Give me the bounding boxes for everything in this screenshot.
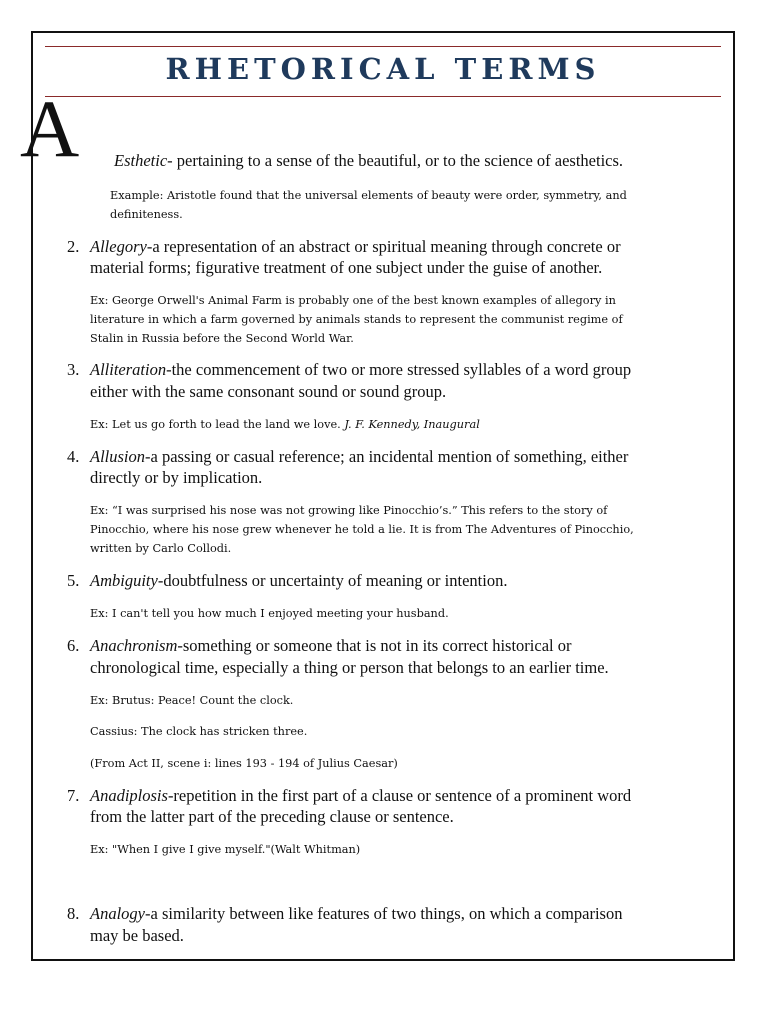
entry-6-number: 6. (67, 636, 80, 655)
entry-2-example-line-2: literature in which a farm governed by animals stands to represent the communist regime of (90, 313, 623, 326)
entry-1-example-line-2: definiteness. (110, 208, 183, 221)
entry-6-def-line-2: chronological time, especially a thing or person that belongs to an earlier time. (90, 658, 609, 677)
page-title: RHETORICAL TERMS (165, 52, 601, 86)
entry-2-example-line-1: Ex: George Orwell's Animal Farm is probably one of the best known examples of allegory in (90, 294, 616, 307)
entry-7-def-line-1: -repetition in the first part of a clause or sentence of a prominent word (167, 786, 632, 805)
entry-1-definition (114, 150, 623, 172)
entry-3-example-line-1 (90, 415, 480, 434)
entry-3-example-cite: J. F. Kennedy, Inaugural (344, 418, 480, 431)
entry-2-definition (90, 236, 621, 258)
entry-8-def-line-1: -a similarity between like features of two things, on which a comparison (145, 904, 623, 923)
entry-6-def-line-1: -something or someone that is not in its correct historical or (177, 636, 572, 655)
entry-4-example-line-1: Ex: “I was surprised his nose was not growing like Pinocchio’s.” This refers to the story of (90, 504, 608, 517)
entry-6-example-line-1: Ex: Brutus: Peace! Count the clock. (90, 694, 294, 707)
drop-cap: A (20, 83, 80, 174)
entry-2-def-line-1: -a representation of an abstract or spiritual meaning through concrete or (146, 237, 621, 256)
entry-7-definition (90, 785, 631, 807)
entry-2-def-line-2: material forms; figurative treatment of one subject under the guise of another. (90, 258, 603, 277)
entry-3-term: Alliteration (90, 360, 167, 379)
entry-4-definition (90, 446, 628, 468)
title-bottom-rule (45, 96, 721, 97)
entry-8-def-line-2: may be based. (90, 926, 184, 945)
entry-8-definition (90, 903, 622, 925)
entry-3-number: 3. (67, 360, 80, 379)
entry-6-definition (90, 635, 571, 657)
entry-6-example-line-3: (From Act II, scene i: lines 193 - 194 of Julius Caesar) (90, 757, 398, 770)
entry-1-example-line-1: Example: Aristotle found that the universal elements of beauty were order, symmetry, and (110, 189, 627, 202)
entry-6-term: Anachronism (90, 636, 178, 655)
entry-5-definition (90, 570, 507, 592)
entry-3-def-line-1: -the commencement of two or more stressed syllables of a word group (166, 360, 632, 379)
entry-4-def-line-2: directly or by implication. (90, 468, 263, 487)
entry-2-example-line-3: Stalin in Russia before the Second World War. (90, 332, 354, 345)
title-top-rule (45, 46, 721, 47)
entry-5-example-line-1: Ex: I can't tell you how much I enjoyed meeting your husband. (90, 607, 449, 620)
entry-6-example-line-2: Cassius: The clock has stricken three. (90, 725, 308, 738)
entry-4-number: 4. (67, 447, 80, 466)
entry-5-number: 5. (67, 571, 80, 590)
entry-3-definition (90, 359, 631, 381)
entry-7-term: Anadiplosis (90, 786, 168, 805)
entry-4-example-line-2: Pinocchio, where his nose grew whenever he told a lie. It is from The Adventures of Pinocchio, (90, 523, 634, 536)
entry-4-example-line-3: written by Carlo Collodi. (90, 542, 232, 555)
entry-1-def-line-1: pertaining to a sense of the beautiful, or to the science of aesthetics. (172, 151, 624, 170)
entry-1-term: Esthetic- (114, 151, 173, 170)
entry-2-number: 2. (67, 237, 80, 256)
entry-3-example-text: Ex: Let us go forth to lead the land we love. (90, 418, 345, 431)
entry-7-example-line-1: Ex: "When I give I give myself."(Walt Whitman) (90, 843, 361, 856)
entry-7-def-line-2: from the latter part of the preceding clause or sentence. (90, 807, 454, 826)
entry-3-def-line-2: either with the same consonant sound or sound group. (90, 382, 447, 401)
entry-2-term: Allegory (90, 237, 147, 256)
entry-4-def-line-1: -a passing or casual reference; an incidental mention of something, either (145, 447, 629, 466)
entry-4-term: Allusion (90, 447, 146, 466)
entry-8-term: Analogy (90, 904, 145, 923)
entry-5-def-line-1: -doubtfulness or uncertainty of meaning or intention. (157, 571, 508, 590)
entry-8-number: 8. (67, 904, 80, 923)
entry-5-term: Ambiguity (90, 571, 158, 590)
entry-7-number: 7. (67, 786, 80, 805)
